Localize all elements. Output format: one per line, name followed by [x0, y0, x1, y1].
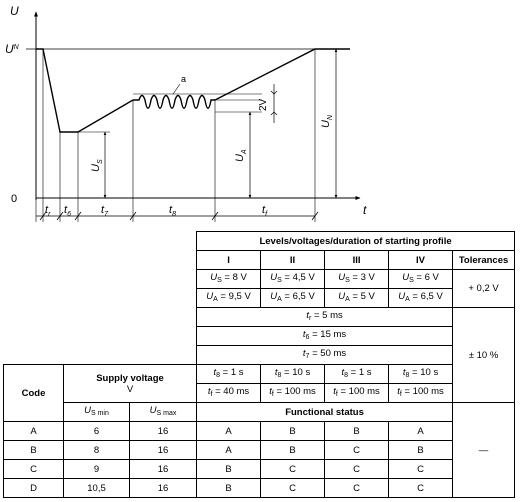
- row-a-max: 16: [130, 422, 197, 441]
- us-level-i: $U_S = 8$ V: [197, 270, 261, 289]
- zero-label: 0: [11, 193, 18, 205]
- row-c-max: 16: [130, 460, 197, 479]
- level-iv: IV: [389, 251, 453, 270]
- ua-level-iii: $U_A = 5$ V: [325, 289, 389, 308]
- us-max-header: $U_{S max}$: [130, 403, 197, 422]
- row-b-max: 16: [130, 441, 197, 460]
- us-level-ii: $U_S = 4,5$ V: [261, 270, 325, 289]
- row-a-code: A: [4, 422, 64, 441]
- t8-level-i: $t_8 = 1$ s: [197, 365, 261, 384]
- voltage-profile-curve: [36, 49, 133, 132]
- us-label: $U_S$: [90, 159, 104, 172]
- row-c-status-i: B: [197, 460, 261, 479]
- ripple-waveform: [133, 96, 215, 109]
- t8-label: $t_8$: [169, 204, 176, 218]
- tr-label: $t_r$: [45, 204, 51, 218]
- y-axis-label: U: [10, 4, 19, 18]
- row-d-status-iv: C: [389, 479, 453, 498]
- ua-level-ii: $U_A = 6,5$ V: [261, 289, 325, 308]
- t8-level-iv: $t_8 = 10$ s: [389, 365, 453, 384]
- ua-level-iv: $U_A = 6,5$ V: [389, 289, 453, 308]
- tr-value: $t_r = 5$ ms: [197, 308, 453, 327]
- row-a-status-ii: B: [261, 422, 325, 441]
- functional-status-header: Functional status: [197, 403, 453, 422]
- tolerance-time: ± 10 %: [453, 308, 515, 403]
- tf-level-iii: $t_f = 100$ ms: [325, 384, 389, 403]
- row-d-code: D: [4, 479, 64, 498]
- ua-level-i: $U_A = 9,5$ V: [197, 289, 261, 308]
- row-b-status-iii: C: [325, 441, 389, 460]
- t7-label: $t_7$: [101, 204, 108, 218]
- row-b-status-i: A: [197, 441, 261, 460]
- t8-level-ii: $t_8 = 10$ s: [261, 365, 325, 384]
- t7-value: $t_7 = 50$ ms: [197, 346, 453, 365]
- ripple-leader: [173, 84, 180, 94]
- row-a-status-iv: A: [389, 422, 453, 441]
- row-b-status-iv: B: [389, 441, 453, 460]
- recovery-ramp: [215, 49, 350, 100]
- row-d-status-iii: C: [325, 479, 389, 498]
- level-i: I: [197, 251, 261, 270]
- row-d-max: 16: [130, 479, 197, 498]
- row-b-code: B: [4, 441, 64, 460]
- un-axis-label: $U^N$: [5, 42, 19, 56]
- supply-voltage-header: Supply voltage V: [64, 365, 197, 403]
- us-level-iii: $U_S = 3$ V: [325, 270, 389, 289]
- blank-corner: [4, 232, 197, 365]
- level-iii: III: [325, 251, 389, 270]
- row-c-status-iii: C: [325, 460, 389, 479]
- tf-level-iv: $t_f = 100$ ms: [389, 384, 453, 403]
- row-a-status-iii: B: [325, 422, 389, 441]
- us-level-iv: $U_S = 6$ V: [389, 270, 453, 289]
- row-c-status-ii: C: [261, 460, 325, 479]
- row-d-min: 10,5: [64, 479, 130, 498]
- row-b-min: 8: [64, 441, 130, 460]
- ripple-label: a: [181, 74, 187, 84]
- code-header: Code: [4, 365, 64, 422]
- row-a-status-i: A: [197, 422, 261, 441]
- starting-profile-table: [3, 231, 515, 498]
- starting-profile-diagram: [0, 0, 520, 230]
- t8-level-iii: $t_8 = 1$ s: [325, 365, 389, 384]
- row-b-status-ii: B: [261, 441, 325, 460]
- tf-level-ii: $t_f = 100$ ms: [261, 384, 325, 403]
- row-c-status-iv: C: [389, 460, 453, 479]
- x-axis-label: t: [363, 203, 367, 217]
- tf-level-i: $t_f = 40$ ms: [197, 384, 261, 403]
- row-c-code: C: [4, 460, 64, 479]
- un-right-label: $U_N$: [320, 114, 334, 128]
- tolerances-header: Tolerances: [453, 251, 515, 270]
- ua-label: $U_A$: [234, 149, 248, 162]
- tolerance-dash: —: [453, 403, 515, 498]
- row-c-min: 9: [64, 460, 130, 479]
- row-d-status-i: B: [197, 479, 261, 498]
- row-a-min: 6: [64, 422, 130, 441]
- tf-label: $t_f$: [262, 204, 268, 218]
- level-ii: II: [261, 251, 325, 270]
- amplitude-label: 2V: [258, 98, 269, 111]
- row-d-status-ii: C: [261, 479, 325, 498]
- profile-header: Levels/voltages/duration of starting profile: [197, 232, 515, 251]
- tolerance-voltage: + 0,2 V: [453, 270, 515, 308]
- t6-value: $t_6 = 15$ ms: [197, 327, 453, 346]
- us-min-header: $U_{S min}$: [64, 403, 130, 422]
- t6-label: $t_6$: [64, 204, 71, 218]
